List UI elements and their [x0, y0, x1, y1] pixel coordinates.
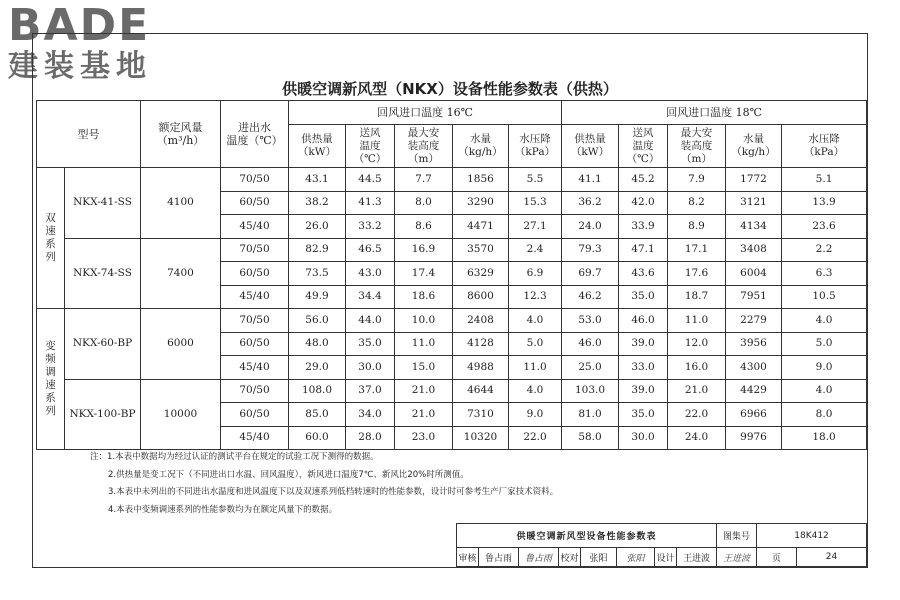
series-label-line: 系 — [45, 392, 56, 404]
value-18: 3956 — [726, 332, 782, 356]
header-col-line: 送风 — [359, 126, 381, 139]
value-16: 44.0 — [346, 309, 395, 333]
notes — [90, 449, 558, 519]
series-label — [37, 309, 65, 450]
value-18: 6.3 — [782, 262, 867, 286]
header-airflow-line: 额定风量 — [158, 121, 203, 134]
logo-text-en: BADE — [8, 0, 151, 51]
water-temp: 45/40 — [221, 426, 289, 450]
check-name: 张阳 — [581, 548, 617, 567]
design-signature: 王进波 — [717, 548, 757, 567]
value-18: 23.6 — [782, 215, 867, 239]
header-col-line: 水量 — [470, 133, 491, 145]
header-col — [562, 125, 619, 168]
series-label-line: 变 — [45, 340, 56, 352]
value-18: 11.0 — [668, 309, 726, 333]
series-label-line: 双 — [45, 212, 56, 224]
series-label-line: 频 — [45, 353, 56, 365]
value-16: 34.4 — [346, 285, 395, 309]
page-label: 页 — [757, 548, 797, 567]
value-16: 4.0 — [509, 309, 562, 333]
rated-airflow: 7400 — [141, 238, 221, 309]
value-18: 6004 — [726, 262, 782, 286]
value-16: 21.0 — [395, 403, 453, 427]
value-16: 10320 — [453, 426, 509, 450]
table-row — [37, 238, 867, 262]
value-18: 53.0 — [562, 309, 619, 333]
water-temp: 45/40 — [221, 356, 289, 380]
header-col — [782, 125, 867, 168]
atlas-number: 18K412 — [757, 524, 867, 548]
value-16: 2408 — [453, 309, 509, 333]
value-16: 44.5 — [346, 168, 395, 192]
value-16: 56.0 — [289, 309, 346, 333]
water-temp: 60/50 — [221, 403, 289, 427]
value-16: 8.6 — [395, 215, 453, 239]
value-18: 3408 — [726, 238, 782, 262]
value-18: 1772 — [726, 168, 782, 192]
header-col-line: 供热量 — [574, 133, 606, 145]
value-18: 47.1 — [619, 238, 668, 262]
value-18: 39.0 — [619, 332, 668, 356]
design-label: 设计 — [655, 548, 677, 567]
header-col — [668, 125, 726, 168]
water-temp: 60/50 — [221, 191, 289, 215]
value-16: 4128 — [453, 332, 509, 356]
value-18: 35.0 — [619, 285, 668, 309]
value-18: 46.0 — [619, 309, 668, 333]
water-temp: 70/50 — [221, 168, 289, 192]
value-16: 4471 — [453, 215, 509, 239]
value-16: 4988 — [453, 356, 509, 380]
logo-text-cn: 建装基地 — [8, 49, 152, 84]
series-label-line: 速 — [45, 379, 56, 391]
value-18: 9976 — [726, 426, 782, 450]
value-18: 2279 — [726, 309, 782, 333]
value-18: 10.5 — [782, 285, 867, 309]
value-16: 8600 — [453, 285, 509, 309]
value-18: 46.0 — [562, 332, 619, 356]
header-col-line: 装高度 — [407, 139, 440, 152]
value-16: 108.0 — [289, 379, 346, 403]
value-18: 43.6 — [619, 262, 668, 286]
value-18: 58.0 — [562, 426, 619, 450]
header-col-line: （kg/h） — [458, 146, 503, 158]
value-18: 8.0 — [782, 403, 867, 427]
header-col-line: （kPa） — [803, 146, 845, 158]
header-col-line: （kW） — [297, 146, 337, 158]
rated-airflow: 10000 — [141, 379, 221, 450]
table-row — [37, 168, 867, 192]
value-18: 7.9 — [668, 168, 726, 192]
performance-table — [36, 100, 867, 450]
value-18: 7951 — [726, 285, 782, 309]
drawing-title: 供暖空调新风型设备性能参数表 — [457, 524, 717, 548]
value-16: 85.0 — [289, 403, 346, 427]
value-16: 7.7 — [395, 168, 453, 192]
value-16: 11.0 — [509, 356, 562, 380]
value-18: 46.2 — [562, 285, 619, 309]
value-18: 39.0 — [619, 379, 668, 403]
value-16: 33.2 — [346, 215, 395, 239]
value-16: 4644 — [453, 379, 509, 403]
value-18: 79.3 — [562, 238, 619, 262]
value-18: 81.0 — [562, 403, 619, 427]
value-16: 35.0 — [346, 332, 395, 356]
value-16: 15.0 — [395, 356, 453, 380]
header-col-line: 温度 — [632, 139, 654, 152]
header-col-line: 最大安 — [407, 126, 440, 139]
value-16: 12.3 — [509, 285, 562, 309]
note-line: 2.供热量是变工况下（不同进出口水温、回风温度），新风进口温度7℃、新风比20%时所测值。 — [108, 469, 469, 480]
value-16: 60.0 — [289, 426, 346, 450]
value-16: 11.0 — [395, 332, 453, 356]
value-16: 1856 — [453, 168, 509, 192]
value-18: 42.0 — [619, 191, 668, 215]
water-temp: 70/50 — [221, 309, 289, 333]
series-label-line: 列 — [45, 251, 56, 263]
water-temp: 70/50 — [221, 238, 289, 262]
header-col-line: （kPa） — [514, 146, 556, 158]
value-16: 9.0 — [509, 403, 562, 427]
header-col — [453, 125, 509, 168]
value-16: 43.0 — [346, 262, 395, 286]
value-18: 12.0 — [668, 332, 726, 356]
title-block — [456, 523, 867, 567]
value-16: 17.4 — [395, 262, 453, 286]
value-18: 5.1 — [782, 168, 867, 192]
header-col — [395, 125, 453, 168]
header-col-line: 送风 — [632, 126, 654, 139]
value-16: 18.6 — [395, 285, 453, 309]
value-18: 35.0 — [619, 403, 668, 427]
header-col-line: （m） — [681, 152, 712, 165]
value-16: 28.0 — [346, 426, 395, 450]
value-16: 29.0 — [289, 356, 346, 380]
water-temp: 60/50 — [221, 262, 289, 286]
header-col-line: 最大安 — [680, 126, 713, 139]
review-signature: 鲁占雨 — [519, 548, 559, 567]
value-16: 82.9 — [289, 238, 346, 262]
value-18: 5.0 — [782, 332, 867, 356]
value-18: 25.0 — [562, 356, 619, 380]
header-col-line: （℃） — [353, 152, 387, 165]
value-16: 3290 — [453, 191, 509, 215]
value-16: 73.5 — [289, 262, 346, 286]
value-16: 5.0 — [509, 332, 562, 356]
design-name: 王进波 — [677, 548, 717, 567]
value-18: 6966 — [726, 403, 782, 427]
atlas-label: 图集号 — [717, 524, 757, 548]
value-16: 26.0 — [289, 215, 346, 239]
water-temp: 45/40 — [221, 215, 289, 239]
header-col — [289, 125, 346, 168]
value-18: 8.2 — [668, 191, 726, 215]
value-18: 9.0 — [782, 356, 867, 380]
value-18: 33.0 — [619, 356, 668, 380]
value-18: 21.0 — [668, 379, 726, 403]
series-label-line: 速 — [45, 225, 56, 237]
review-name: 鲁占雨 — [479, 548, 519, 567]
series-label-line: 系 — [45, 238, 56, 250]
header-col-line: 水量 — [743, 133, 765, 145]
value-18: 13.9 — [782, 191, 867, 215]
value-16: 6.9 — [509, 262, 562, 286]
header-col-line: 水压降 — [519, 133, 551, 145]
value-16: 8.0 — [395, 191, 453, 215]
value-18: 30.0 — [619, 426, 668, 450]
value-16: 5.5 — [509, 168, 562, 192]
header-col-line: （℃） — [626, 152, 660, 165]
check-signature: 张阳 — [617, 548, 655, 567]
value-16: 16.9 — [395, 238, 453, 262]
series-label-line: 调 — [45, 366, 56, 378]
header-col-line: 温度 — [359, 139, 381, 152]
page-number: 24 — [797, 548, 867, 567]
header-col — [726, 125, 782, 168]
rated-airflow: 6000 — [141, 309, 221, 380]
value-18: 8.9 — [668, 215, 726, 239]
model-name: NKX-100-BP — [65, 379, 141, 450]
series-label — [37, 168, 65, 309]
value-18: 22.0 — [668, 403, 726, 427]
header-col-line: 供热量 — [301, 133, 333, 145]
value-16: 4.0 — [509, 379, 562, 403]
header-return-air-16: 回风进口温度 16℃ — [289, 101, 562, 125]
header-col-line: （kg/h） — [731, 146, 776, 158]
model-name: NKX-41-SS — [65, 168, 141, 239]
value-18: 17.1 — [668, 238, 726, 262]
header-airflow — [141, 101, 221, 168]
value-18: 41.1 — [562, 168, 619, 192]
header-col-line: 装高度 — [680, 139, 713, 152]
header-col — [346, 125, 395, 168]
note-line: 3.本表中未列出的不同进出水温度和进风温度下以及双速系列低档转速时的性能参数，设计时可参考生产厂家技术资料。 — [108, 487, 559, 497]
value-16: 23.0 — [395, 426, 453, 450]
value-18: 36.2 — [562, 191, 619, 215]
value-18: 18.7 — [668, 285, 726, 309]
value-16: 43.1 — [289, 168, 346, 192]
value-16: 46.5 — [346, 238, 395, 262]
value-16: 48.0 — [289, 332, 346, 356]
value-18: 24.0 — [562, 215, 619, 239]
value-16: 49.9 — [289, 285, 346, 309]
value-18: 17.6 — [668, 262, 726, 286]
value-18: 4.0 — [782, 379, 867, 403]
value-16: 10.0 — [395, 309, 453, 333]
rated-airflow: 4100 — [141, 168, 221, 239]
value-16: 22.0 — [509, 426, 562, 450]
header-airflow-line: （m³/h） — [156, 134, 205, 147]
header-model: 型号 — [37, 101, 141, 168]
value-16: 27.1 — [509, 215, 562, 239]
value-16: 2.4 — [509, 238, 562, 262]
header-water-temp-line: 进出水 — [238, 121, 271, 134]
water-temp: 60/50 — [221, 332, 289, 356]
value-18: 2.2 — [782, 238, 867, 262]
header-col-line: （m） — [408, 152, 439, 165]
value-16: 41.3 — [346, 191, 395, 215]
table-row — [37, 379, 867, 403]
value-18: 103.0 — [562, 379, 619, 403]
value-16: 30.0 — [346, 356, 395, 380]
series-label-line: 列 — [45, 405, 56, 417]
value-18: 3121 — [726, 191, 782, 215]
value-16: 3570 — [453, 238, 509, 262]
value-18: 69.7 — [562, 262, 619, 286]
model-name: NKX-60-BP — [65, 309, 141, 380]
value-18: 24.0 — [668, 426, 726, 450]
note-line: 注：1.本表中数据均为经过认证的测试平台在规定的试验工况下测得的数据。 — [90, 452, 379, 462]
value-16: 37.0 — [346, 379, 395, 403]
header-water-temp — [221, 101, 289, 168]
check-label: 校对 — [559, 548, 581, 567]
value-18: 4134 — [726, 215, 782, 239]
value-16: 38.2 — [289, 191, 346, 215]
header-col — [619, 125, 668, 168]
value-16: 34.0 — [346, 403, 395, 427]
value-16: 6329 — [453, 262, 509, 286]
value-18: 4.0 — [782, 309, 867, 333]
table-row — [37, 309, 867, 333]
header-col-line: 水压降 — [808, 133, 840, 145]
header-col — [509, 125, 562, 168]
value-18: 33.9 — [619, 215, 668, 239]
water-temp: 70/50 — [221, 379, 289, 403]
header-return-air-18: 回风进口温度 18℃ — [562, 101, 867, 125]
table-title: 供暖空调新风型（NKX）设备性能参数表（供热） — [282, 80, 618, 98]
value-18: 18.0 — [782, 426, 867, 450]
value-18: 16.0 — [668, 356, 726, 380]
value-18: 4300 — [726, 356, 782, 380]
value-16: 7310 — [453, 403, 509, 427]
header-water-temp-line: 温度（℃） — [226, 134, 283, 147]
value-16: 21.0 — [395, 379, 453, 403]
header-col-line: （kW） — [570, 146, 610, 158]
note-line: 4.本表中变频调速系列的性能参数均为在额定风量下的数据。 — [108, 504, 338, 515]
model-name: NKX-74-SS — [65, 238, 141, 309]
review-label: 审核 — [457, 548, 479, 567]
water-temp: 45/40 — [221, 285, 289, 309]
value-18: 45.2 — [619, 168, 668, 192]
value-16: 15.3 — [509, 191, 562, 215]
value-18: 4429 — [726, 379, 782, 403]
